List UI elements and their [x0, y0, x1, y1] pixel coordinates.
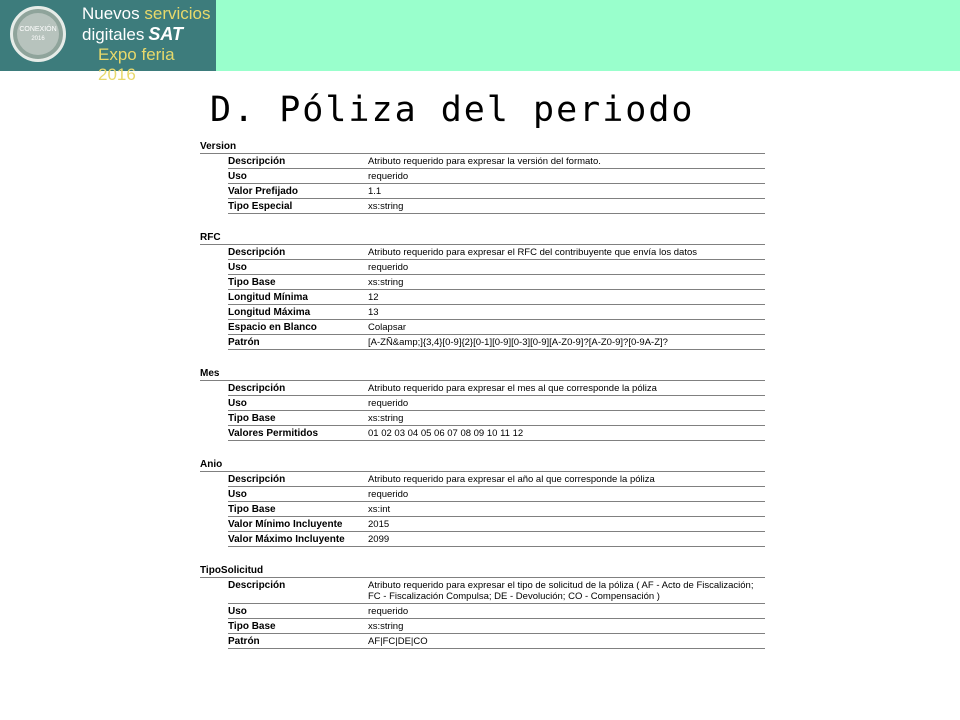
attribute-row	[228, 169, 765, 184]
section-heading: Mes	[200, 367, 765, 381]
attribute-row	[228, 305, 765, 320]
attribute-section	[200, 564, 765, 649]
row-value: xs:int	[368, 504, 391, 515]
attribute-row	[228, 502, 765, 517]
attribute-row	[228, 381, 765, 396]
row-value: 13	[368, 307, 379, 318]
row-label: Tipo Base	[228, 413, 276, 424]
row-value: 01 02 03 04 05 06 07 08 09 10 11 12	[368, 428, 524, 439]
row-value: xs:string	[368, 413, 404, 424]
row-label: Valores Permitidos	[228, 428, 319, 439]
row-value: requerido	[368, 398, 409, 409]
row-label: Patrón	[228, 636, 260, 647]
attribute-section	[200, 140, 765, 214]
row-label: Tipo Especial	[228, 201, 293, 212]
attribute-row	[228, 335, 765, 350]
section-heading: TipoSolicitud	[200, 564, 765, 578]
conexion-logo	[0, 0, 216, 84]
row-label: Longitud Mínima	[228, 292, 308, 303]
row-value: requerido	[368, 262, 409, 273]
row-value: 2099	[368, 534, 390, 545]
row-value: Atributo requerido para expresar el año al que corresponde la póliza	[368, 474, 655, 485]
row-label: Espacio en Blanco	[228, 322, 317, 333]
row-label: Descripción	[228, 383, 286, 394]
row-value: AF|FC|DE|CO	[368, 636, 428, 647]
row-label: Descripción	[228, 580, 286, 591]
attribute-row	[228, 517, 765, 532]
row-value: 2015	[368, 519, 390, 530]
attribute-row	[228, 604, 765, 619]
row-value: [A-ZÑ&amp;]{3,4}[0-9]{2}[0-1][0-9][0-3][0-9][A-Z0-9]?[A-Z0-9]?[0-9A-Z]?	[368, 337, 668, 348]
brand-word-nuevos: Nuevos	[82, 4, 140, 23]
row-value: Atributo requerido para expresar el RFC del contribuyente que envía los datos	[368, 247, 697, 258]
brand-word-digitales: digitales	[82, 25, 145, 44]
row-label: Valor Mínimo Incluyente	[228, 519, 343, 530]
row-label: Tipo Base	[228, 621, 276, 632]
attribute-row	[228, 634, 765, 649]
section-heading: Anio	[200, 458, 765, 472]
row-value: xs:string	[368, 201, 404, 212]
attribute-row	[228, 396, 765, 411]
attribute-row	[228, 184, 765, 199]
attribute-row	[228, 290, 765, 305]
brand-word-servicios: servicios	[144, 4, 211, 23]
attribute-row	[228, 472, 765, 487]
row-value: Atributo requerido para expresar la versión del formato.	[368, 156, 601, 167]
row-value: xs:string	[368, 277, 404, 288]
row-label: Tipo Base	[228, 504, 276, 515]
page-title: D. Póliza del periodo	[210, 90, 695, 130]
attribute-section	[200, 367, 765, 441]
row-label: Descripción	[228, 474, 286, 485]
attribute-row	[228, 320, 765, 335]
brand-expo: Expo feria 2016	[98, 45, 175, 84]
row-label: Valor Prefijado	[228, 186, 299, 197]
section-heading: Version	[200, 140, 765, 154]
attribute-row	[228, 532, 765, 547]
row-label: Uso	[228, 489, 247, 500]
row-label: Descripción	[228, 156, 286, 167]
row-value: requerido	[368, 606, 409, 617]
brand-text	[82, 4, 216, 85]
row-label: Uso	[228, 262, 247, 273]
brand-sat: SAT	[148, 24, 184, 44]
attribute-row	[228, 426, 765, 441]
seal-year: 2016	[31, 36, 45, 42]
attribute-row	[228, 260, 765, 275]
attribute-section	[200, 458, 765, 547]
row-label: Valor Máximo Incluyente	[228, 534, 345, 545]
row-label: Uso	[228, 606, 247, 617]
header-banner	[0, 0, 960, 84]
attribute-spec-table	[200, 140, 765, 649]
attribute-row	[228, 578, 765, 604]
row-label: Patrón	[228, 337, 260, 348]
attribute-row	[228, 487, 765, 502]
attribute-row	[228, 275, 765, 290]
row-value: 12	[368, 292, 379, 303]
section-heading: RFC	[200, 231, 765, 245]
seal-text: CONEXIÓN	[19, 26, 57, 33]
row-value: xs:string	[368, 621, 404, 632]
row-label: Uso	[228, 171, 247, 182]
attribute-row	[228, 245, 765, 260]
row-label: Longitud Máxima	[228, 307, 311, 318]
row-value: Colapsar	[368, 322, 407, 333]
row-label: Tipo Base	[228, 277, 276, 288]
row-label: Descripción	[228, 247, 286, 258]
conexion-seal	[10, 6, 66, 62]
row-value: Atributo requerido para expresar el tipo de solicitud de la póliza ( AF - Acto de Fiscalización; FC - Fiscalización Compulsa; DE - Devolución; CO - Compensación )	[368, 580, 754, 602]
row-label: Uso	[228, 398, 247, 409]
attribute-section	[200, 231, 765, 350]
attribute-row	[228, 619, 765, 634]
row-value: Atributo requerido para expresar el mes al que corresponde la póliza	[368, 383, 657, 394]
row-value: 1.1	[368, 186, 382, 197]
attribute-row	[228, 411, 765, 426]
attribute-row	[228, 154, 765, 169]
row-value: requerido	[368, 171, 409, 182]
row-value: requerido	[368, 489, 409, 500]
attribute-row	[228, 199, 765, 214]
